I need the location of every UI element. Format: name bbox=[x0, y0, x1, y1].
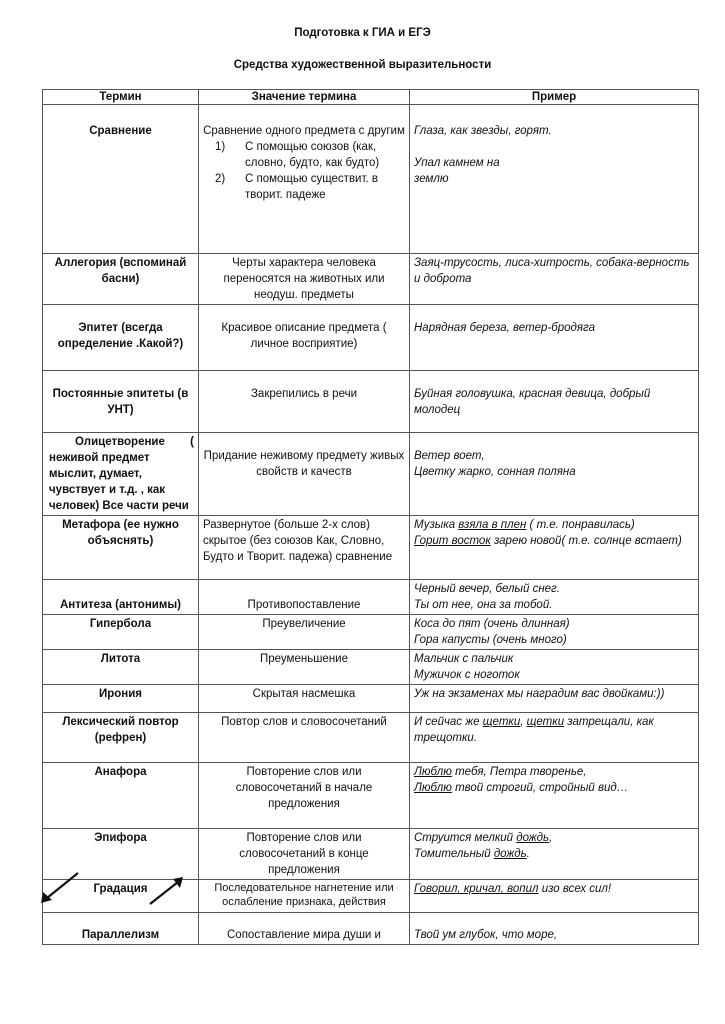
example-text: Говорил, кричал, вопил изо всех сил! bbox=[414, 883, 612, 895]
example-text: Гора капусты (очень много) bbox=[414, 634, 567, 646]
example-text: Струится мелкий дождь, bbox=[414, 832, 553, 844]
table-row bbox=[43, 371, 699, 433]
term-cell: Постоянные эпитеты (в УНТ) bbox=[52, 388, 189, 416]
example-text: И сейчас же щетки, щетки затрещали, как трещотки. bbox=[414, 716, 654, 744]
term-cell: Метафора (ее нужно объяснять) bbox=[62, 519, 179, 547]
term-line: чувствует и т.д. , как bbox=[49, 484, 166, 496]
table-row bbox=[43, 829, 699, 880]
term-line: человек) Все части речи bbox=[49, 500, 189, 512]
example-text: Мужичок с ноготок bbox=[414, 669, 520, 681]
example-text: Буйная головушка, красная девица, добрый молодец bbox=[414, 388, 651, 416]
meaning-cell: Противопоставление bbox=[247, 599, 361, 611]
example-text: Томительный дождь. bbox=[414, 848, 530, 860]
term-cell: Олицетворение ( bbox=[75, 436, 194, 448]
example-text: Ветер воет, bbox=[414, 450, 485, 462]
example-text: Глаза, как звезды, горят. bbox=[414, 125, 552, 137]
example-text: Горит восток зарею новой( т.е. солнце встает) bbox=[414, 535, 682, 547]
term-cell: Эпитет (всегда определение .Какой?) bbox=[57, 322, 184, 350]
meaning-cell: Сопоставление мира души и bbox=[227, 929, 381, 941]
term-cell: Градация bbox=[93, 883, 148, 895]
term-cell: Лексический повтор (рефрен) bbox=[62, 716, 179, 744]
example-text: Твой ум глубок, что море, bbox=[414, 929, 558, 941]
term-line: мыслит, думает, bbox=[49, 468, 142, 480]
example-text: Люблю тебя, Петра творенье, bbox=[414, 766, 587, 778]
term-cell: Гипербола bbox=[89, 618, 152, 630]
table-row bbox=[43, 580, 699, 615]
example-text: Упал камнем на землю bbox=[414, 157, 500, 185]
arrow-down-left-icon bbox=[38, 869, 82, 905]
example-text: Музыка взяла в плен ( т.е. понравилась) bbox=[414, 519, 635, 531]
meaning-cell: Повтор слов и словосочетаний bbox=[221, 716, 387, 728]
example-text: Мальчик с пальчик bbox=[414, 653, 514, 665]
term-cell: Параллелизм bbox=[81, 929, 160, 941]
terms-table bbox=[42, 89, 699, 945]
table-row bbox=[43, 305, 699, 371]
table-row bbox=[43, 763, 699, 829]
meaning-list bbox=[203, 139, 405, 203]
table-row bbox=[43, 433, 699, 516]
meaning-cell: Придание неживому предмету живых свойств и качеств bbox=[203, 450, 405, 478]
term-cell: Аллегория (вспоминай басни) bbox=[54, 257, 187, 285]
table-row bbox=[43, 516, 699, 580]
meaning-cell: Последовательное нагнетение или ослабление признака, действия bbox=[214, 882, 394, 908]
term-cell: Анафора bbox=[94, 766, 147, 778]
meaning-cell: Преувеличение bbox=[262, 618, 346, 630]
meaning-cell: Черты характера человека переносятся на животных или неодуш. предметы bbox=[223, 257, 385, 301]
column-header-example: Пример bbox=[410, 90, 699, 105]
table-row bbox=[43, 105, 699, 254]
arrow-up-right-icon bbox=[146, 874, 186, 908]
list-item: 2) С помощью существит. в творит. падеже bbox=[215, 173, 378, 201]
term-cell: Ирония bbox=[98, 688, 143, 700]
meaning-cell: Красивое описание предмета ( личное восприятие) bbox=[221, 322, 387, 350]
meaning-cell: Преуменьшение bbox=[260, 653, 348, 665]
page-subtitle: Средства художественной выразительности bbox=[233, 59, 492, 71]
term-cell: Литота bbox=[100, 653, 141, 665]
table-header-row bbox=[43, 90, 699, 105]
table-row bbox=[43, 650, 699, 685]
table-row bbox=[43, 713, 699, 763]
example-text: Люблю твой строгий, стройный вид… bbox=[414, 782, 629, 794]
list-item: 1) С помощью союзов (как, словно, будто, как будто) bbox=[215, 141, 380, 169]
term-cell: Сравнение bbox=[89, 125, 152, 137]
page-title: Подготовка к ГИА и ЕГЭ bbox=[294, 27, 431, 39]
example-text: Коса до пят (очень длинная) bbox=[414, 618, 570, 630]
meaning-cell: Повторение слов или словосочетаний в конце предложения bbox=[239, 832, 369, 876]
example-text: Ты от нее, она за тобой. bbox=[414, 599, 553, 611]
meaning-cell: Сравнение одного предмета с другим bbox=[203, 125, 405, 137]
table-row bbox=[43, 254, 699, 305]
example-text: Нарядная береза, ветер-бродяга bbox=[414, 322, 595, 334]
column-header-meaning: Значение термина bbox=[199, 90, 410, 105]
term-cell: Антитеза (антонимы) bbox=[60, 599, 181, 611]
example-text: Цветку жарко, сонная поляна bbox=[414, 466, 576, 478]
example-text: Черный вечер, белый снег. bbox=[414, 583, 560, 595]
example-text: Уж на экзаменах мы наградим вас двойками:)) bbox=[414, 688, 665, 700]
term-line: неживой предмет bbox=[49, 452, 150, 464]
term-cell: Эпифора bbox=[94, 832, 147, 844]
meaning-cell: Повторение слов или словосочетаний в начале предложения bbox=[235, 766, 373, 810]
example-text: Заяц-трусость, лиса-хитрость, собака-верность и доброта bbox=[414, 257, 690, 285]
meaning-cell: Скрытая насмешка bbox=[252, 688, 356, 700]
table-row bbox=[43, 685, 699, 713]
table-row bbox=[43, 880, 699, 913]
table-row bbox=[43, 913, 699, 945]
column-header-term: Термин bbox=[43, 90, 199, 105]
table-row bbox=[43, 615, 699, 650]
meaning-cell: Закрепились в речи bbox=[250, 388, 357, 400]
meaning-cell: Развернутое (больше 2-х слов) скрытое (без союзов Как, Словно, Будто и Творит. падежа) сравнение bbox=[203, 519, 393, 563]
